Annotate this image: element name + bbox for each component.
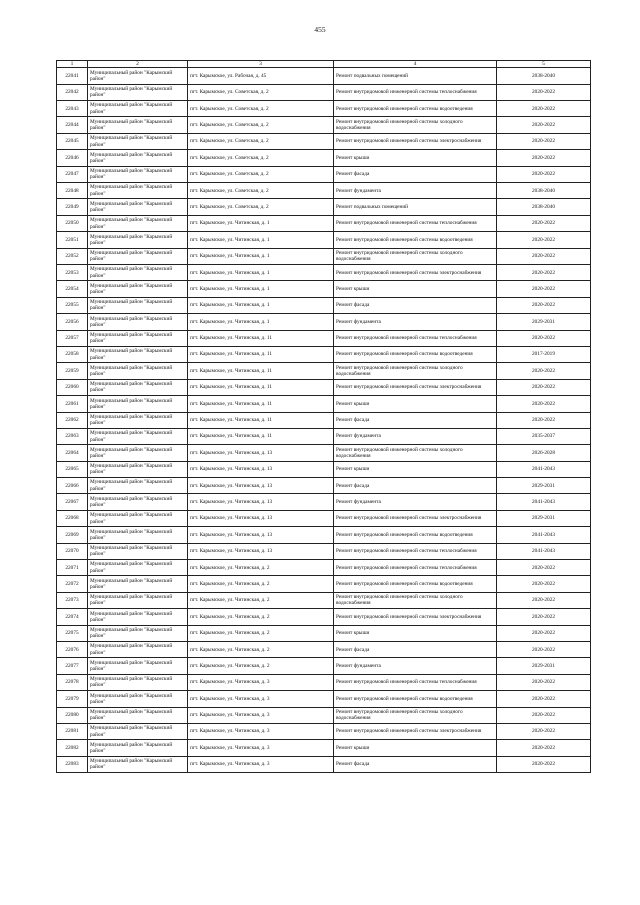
municipality-cell: Муниципальный район "Карымский район"	[88, 133, 188, 149]
address-cell: пгт. Карымское, ул. Читинская, д. 1	[188, 297, 334, 313]
period-cell: 2041-2043	[497, 461, 591, 477]
table-row	[57, 691, 591, 707]
period-cell: 2020-2022	[497, 232, 591, 248]
table-row	[57, 707, 591, 723]
municipality-cell: Муниципальный район "Карымский район"	[88, 527, 188, 543]
table-row	[57, 428, 591, 444]
period-cell: 2020-2022	[497, 756, 591, 772]
municipality-cell: Муниципальный район "Карымский район"	[88, 691, 188, 707]
period-cell: 2020-2022	[497, 133, 591, 149]
period-cell: 2020-2022	[497, 576, 591, 592]
table-row	[57, 445, 591, 461]
row-number-cell: 22067	[57, 494, 88, 510]
municipality-cell: Муниципальный район "Карымский район"	[88, 428, 188, 444]
row-number-cell: 22045	[57, 133, 88, 149]
table-row	[57, 363, 591, 379]
row-number-cell: 22051	[57, 232, 88, 248]
municipality-cell: Муниципальный район "Карымский район"	[88, 560, 188, 576]
period-cell: 2029-2031	[497, 658, 591, 674]
work-type-cell: Ремонт фундамента	[334, 658, 497, 674]
period-cell: 2020-2022	[497, 117, 591, 133]
column-header: 1	[57, 61, 88, 68]
row-number-cell: 22046	[57, 150, 88, 166]
work-type-cell: Ремонт внутридомовой инженерной системы электроснабжения	[334, 510, 497, 526]
column-header: 3	[188, 61, 334, 68]
municipality-cell: Муниципальный район "Карымский район"	[88, 592, 188, 608]
table-row	[57, 68, 591, 84]
municipality-cell: Муниципальный район "Карымский район"	[88, 756, 188, 772]
table-row	[57, 560, 591, 576]
municipality-cell: Муниципальный район "Карымский район"	[88, 232, 188, 248]
municipality-cell: Муниципальный район "Карымский район"	[88, 625, 188, 641]
work-type-cell: Ремонт крыши	[334, 396, 497, 412]
row-number-cell: 22053	[57, 264, 88, 280]
row-number-cell: 22052	[57, 248, 88, 264]
table-row	[57, 264, 591, 280]
work-type-cell: Ремонт крыши	[334, 281, 497, 297]
municipality-cell: Муниципальный район "Карымский район"	[88, 740, 188, 756]
municipality-cell: Муниципальный район "Карымский район"	[88, 150, 188, 166]
table-row	[57, 117, 591, 133]
address-cell: пгт. Карымское, ул. Читинская, д. 11	[188, 346, 334, 362]
period-cell: 2038-2040	[497, 68, 591, 84]
row-number-cell: 22074	[57, 609, 88, 625]
table-row	[57, 248, 591, 264]
address-cell: пгт. Карымское, ул. Читинская, д. 2	[188, 560, 334, 576]
table-row	[57, 379, 591, 395]
work-type-cell: Ремонт подвальных помещений	[334, 199, 497, 215]
row-number-cell: 22078	[57, 674, 88, 690]
period-cell: 2020-2022	[497, 412, 591, 428]
row-number-cell: 22073	[57, 592, 88, 608]
row-number-cell: 22058	[57, 346, 88, 362]
municipality-cell: Муниципальный район "Карымский район"	[88, 199, 188, 215]
period-cell: 2017-2019	[497, 346, 591, 362]
row-number-cell: 22066	[57, 478, 88, 494]
work-type-cell: Ремонт внутридомовой инженерной системы водоотведения	[334, 576, 497, 592]
municipality-cell: Муниципальный район "Карымский район"	[88, 297, 188, 313]
address-cell: пгт. Карымское, ул. Читинская, д. 2	[188, 592, 334, 608]
row-number-cell: 22055	[57, 297, 88, 313]
column-header: 4	[334, 61, 497, 68]
period-cell: 2020-2022	[497, 150, 591, 166]
work-type-cell: Ремонт внутридомовой инженерной системы холодного водоснабжения	[334, 592, 497, 608]
address-cell: пгт. Карымское, ул. Читинская, д. 11	[188, 396, 334, 412]
address-cell: пгт. Карымское, ул. Читинская, д. 13	[188, 445, 334, 461]
period-cell: 2020-2022	[497, 215, 591, 231]
address-cell: пгт. Карымское, ул. Читинская, д. 11	[188, 428, 334, 444]
work-type-cell: Ремонт фундамента	[334, 314, 497, 330]
table-row	[57, 609, 591, 625]
address-cell: пгт. Карымское, ул. Советская, д. 2	[188, 133, 334, 149]
address-cell: пгт. Карымское, ул. Читинская, д. 11	[188, 363, 334, 379]
column-header: 5	[497, 61, 591, 68]
municipality-cell: Муниципальный район "Карымский район"	[88, 264, 188, 280]
address-cell: пгт. Карымское, ул. Читинская, д. 3	[188, 674, 334, 690]
municipality-cell: Муниципальный район "Карымский район"	[88, 101, 188, 117]
row-number-cell: 22057	[57, 330, 88, 346]
work-type-cell: Ремонт внутридомовой инженерной системы холодного водоснабжения	[334, 445, 497, 461]
address-cell: пгт. Карымское, ул. Читинская, д. 13	[188, 543, 334, 559]
row-number-cell: 22042	[57, 84, 88, 100]
address-cell: пгт. Карымское, ул. Читинская, д. 13	[188, 478, 334, 494]
table-row	[57, 346, 591, 362]
address-cell: пгт. Карымское, ул. Читинская, д. 11	[188, 330, 334, 346]
period-cell: 2029-2031	[497, 478, 591, 494]
municipality-cell: Муниципальный район "Карымский район"	[88, 330, 188, 346]
table-row	[57, 232, 591, 248]
period-cell: 2029-2031	[497, 510, 591, 526]
work-type-cell: Ремонт фасада	[334, 297, 497, 313]
row-number-cell: 22076	[57, 641, 88, 657]
row-number-cell: 22041	[57, 68, 88, 84]
period-cell: 2020-2022	[497, 396, 591, 412]
address-cell: пгт. Карымское, ул. Читинская, д. 2	[188, 576, 334, 592]
address-cell: пгт. Карымское, ул. Советская, д. 2	[188, 84, 334, 100]
municipality-cell: Муниципальный район "Карымский район"	[88, 281, 188, 297]
page-number: 455	[314, 25, 326, 34]
table-row	[57, 625, 591, 641]
table-body	[57, 68, 591, 773]
row-number-cell: 22075	[57, 625, 88, 641]
address-cell: пгт. Карымское, ул. Читинская, д. 11	[188, 379, 334, 395]
table-row	[57, 740, 591, 756]
address-cell: пгт. Карымское, ул. Читинская, д. 1	[188, 264, 334, 280]
table-row	[57, 461, 591, 477]
table-row	[57, 658, 591, 674]
row-number-cell: 22063	[57, 428, 88, 444]
table-row	[57, 133, 591, 149]
municipality-cell: Муниципальный район "Карымский район"	[88, 346, 188, 362]
address-cell: пгт. Карымское, ул. Читинская, д. 1	[188, 215, 334, 231]
table-row	[57, 396, 591, 412]
period-cell: 2020-2022	[497, 609, 591, 625]
work-type-cell: Ремонт внутридомовой инженерной системы электроснабжения	[334, 133, 497, 149]
table-row	[57, 215, 591, 231]
period-cell: 2020-2022	[497, 691, 591, 707]
table-row	[57, 641, 591, 657]
work-type-cell: Ремонт внутридомовой инженерной системы теплоснабжения	[334, 330, 497, 346]
table-row	[57, 478, 591, 494]
table-row	[57, 674, 591, 690]
address-cell: пгт. Карымское, ул. Советская, д. 2	[188, 166, 334, 182]
table-row	[57, 510, 591, 526]
work-type-cell: Ремонт внутридомовой инженерной системы электроснабжения	[334, 379, 497, 395]
municipality-cell: Муниципальный район "Карымский район"	[88, 445, 188, 461]
period-cell: 2041-2043	[497, 494, 591, 510]
table-header-row	[57, 61, 591, 68]
row-number-cell: 22072	[57, 576, 88, 592]
address-cell: пгт. Карымское, ул. Читинская, д. 1	[188, 281, 334, 297]
address-cell: пгт. Карымское, ул. Читинская, д. 13	[188, 510, 334, 526]
address-cell: пгт. Карымское, ул. Читинская, д. 13	[188, 494, 334, 510]
table-row	[57, 84, 591, 100]
row-number-cell: 22056	[57, 314, 88, 330]
work-type-cell: Ремонт фундамента	[334, 183, 497, 199]
work-type-cell: Ремонт крыши	[334, 625, 497, 641]
row-number-cell: 22079	[57, 691, 88, 707]
table-row	[57, 101, 591, 117]
work-type-cell: Ремонт внутридомовой инженерной системы холодного водоснабжения	[334, 363, 497, 379]
period-cell: 2041-2043	[497, 543, 591, 559]
municipality-cell: Муниципальный район "Карымский район"	[88, 363, 188, 379]
address-cell: пгт. Карымское, ул. Читинская, д. 3	[188, 756, 334, 772]
work-type-cell: Ремонт внутридомовой инженерной системы водоотведения	[334, 527, 497, 543]
row-number-cell: 22060	[57, 379, 88, 395]
period-cell: 2038-2040	[497, 199, 591, 215]
table-row	[57, 166, 591, 182]
row-number-cell: 22050	[57, 215, 88, 231]
address-cell: пгт. Карымское, ул. Читинская, д. 2	[188, 641, 334, 657]
work-type-cell: Ремонт фундамента	[334, 428, 497, 444]
row-number-cell: 22049	[57, 199, 88, 215]
row-number-cell: 22044	[57, 117, 88, 133]
table-row	[57, 723, 591, 739]
address-cell: пгт. Карымское, ул. Читинская, д. 13	[188, 461, 334, 477]
work-type-cell: Ремонт внутридомовой инженерной системы холодного водоснабжения	[334, 117, 497, 133]
work-type-cell: Ремонт внутридомовой инженерной системы теплоснабжения	[334, 84, 497, 100]
period-cell: 2038-2040	[497, 183, 591, 199]
municipality-cell: Муниципальный район "Карымский район"	[88, 674, 188, 690]
address-cell: пгт. Карымское, ул. Читинская, д. 2	[188, 609, 334, 625]
municipality-cell: Муниципальный район "Карымский район"	[88, 379, 188, 395]
row-number-cell: 22047	[57, 166, 88, 182]
work-type-cell: Ремонт внутридомовой инженерной системы холодного водоснабжения	[334, 707, 497, 723]
address-cell: пгт. Карымское, ул. Рабочая, д. 45	[188, 68, 334, 84]
work-type-cell: Ремонт крыши	[334, 150, 497, 166]
period-cell: 2020-2022	[497, 707, 591, 723]
address-cell: пгт. Карымское, ул. Читинская, д. 3	[188, 723, 334, 739]
period-cell: 2020-2022	[497, 281, 591, 297]
municipality-cell: Муниципальный район "Карымский район"	[88, 314, 188, 330]
table-row	[57, 592, 591, 608]
row-number-cell: 22077	[57, 658, 88, 674]
period-cell: 2020-2022	[497, 740, 591, 756]
row-number-cell: 22061	[57, 396, 88, 412]
municipality-cell: Муниципальный район "Карымский район"	[88, 248, 188, 264]
address-cell: пгт. Карымское, ул. Советская, д. 2	[188, 150, 334, 166]
address-cell: пгт. Карымское, ул. Читинская, д. 1	[188, 314, 334, 330]
period-cell: 2020-2022	[497, 363, 591, 379]
row-number-cell: 22065	[57, 461, 88, 477]
table-row	[57, 150, 591, 166]
municipality-cell: Муниципальный район "Карымский район"	[88, 707, 188, 723]
table-row	[57, 183, 591, 199]
table-row	[57, 281, 591, 297]
address-cell: пгт. Карымское, ул. Советская, д. 2	[188, 117, 334, 133]
municipality-cell: Муниципальный район "Карымский район"	[88, 510, 188, 526]
address-cell: пгт. Карымское, ул. Советская, д. 2	[188, 199, 334, 215]
address-cell: пгт. Карымское, ул. Читинская, д. 1	[188, 232, 334, 248]
period-cell: 2020-2022	[497, 84, 591, 100]
period-cell: 2020-2022	[497, 297, 591, 313]
row-number-cell: 22043	[57, 101, 88, 117]
table-row	[57, 756, 591, 772]
table-row	[57, 576, 591, 592]
address-cell: пгт. Карымское, ул. Читинская, д. 2	[188, 625, 334, 641]
row-number-cell: 22070	[57, 543, 88, 559]
municipality-cell: Муниципальный район "Карымский район"	[88, 543, 188, 559]
table-row	[57, 314, 591, 330]
table-row	[57, 199, 591, 215]
work-type-cell: Ремонт фасада	[334, 166, 497, 182]
work-type-cell: Ремонт внутридомовой инженерной системы теплоснабжения	[334, 560, 497, 576]
period-cell: 2020-2022	[497, 264, 591, 280]
work-type-cell: Ремонт внутридомовой инженерной системы теплоснабжения	[334, 215, 497, 231]
period-cell: 2026-2028	[497, 445, 591, 461]
address-cell: пгт. Карымское, ул. Советская, д. 2	[188, 101, 334, 117]
row-number-cell: 22082	[57, 740, 88, 756]
table-row	[57, 494, 591, 510]
row-number-cell: 22054	[57, 281, 88, 297]
municipality-cell: Муниципальный район "Карымский район"	[88, 658, 188, 674]
municipality-cell: Муниципальный район "Карымский район"	[88, 396, 188, 412]
period-cell: 2041-2043	[497, 527, 591, 543]
municipality-cell: Муниципальный район "Карымский район"	[88, 68, 188, 84]
work-type-cell: Ремонт внутридомовой инженерной системы электроснабжения	[334, 609, 497, 625]
work-type-cell: Ремонт фундамента	[334, 494, 497, 510]
work-type-cell: Ремонт внутридомовой инженерной системы холодного водоснабжения	[334, 248, 497, 264]
work-type-cell: Ремонт подвальных помещений	[334, 68, 497, 84]
address-cell: пгт. Карымское, ул. Читинская, д. 1	[188, 248, 334, 264]
period-cell: 2020-2022	[497, 379, 591, 395]
address-cell: пгт. Карымское, ул. Читинская, д. 3	[188, 707, 334, 723]
address-cell: пгт. Карымское, ул. Читинская, д. 3	[188, 691, 334, 707]
period-cell: 2035-2037	[497, 428, 591, 444]
municipality-cell: Муниципальный район "Карымский район"	[88, 215, 188, 231]
municipality-cell: Муниципальный район "Карымский район"	[88, 641, 188, 657]
work-type-cell: Ремонт крыши	[334, 740, 497, 756]
work-type-cell: Ремонт фасада	[334, 412, 497, 428]
municipality-cell: Муниципальный район "Карымский район"	[88, 494, 188, 510]
municipality-cell: Муниципальный район "Карымский район"	[88, 723, 188, 739]
work-type-cell: Ремонт фасада	[334, 756, 497, 772]
work-type-cell: Ремонт фасада	[334, 641, 497, 657]
period-cell: 2020-2022	[497, 592, 591, 608]
address-cell: пгт. Карымское, ул. Советская, д. 2	[188, 183, 334, 199]
period-cell: 2020-2022	[497, 248, 591, 264]
work-type-cell: Ремонт крыши	[334, 461, 497, 477]
row-number-cell: 22059	[57, 363, 88, 379]
municipality-cell: Муниципальный район "Карымский район"	[88, 84, 188, 100]
address-cell: пгт. Карымское, ул. Читинская, д. 11	[188, 412, 334, 428]
period-cell: 2020-2022	[497, 330, 591, 346]
capital-repair-table	[56, 60, 591, 773]
row-number-cell: 22081	[57, 723, 88, 739]
table-row	[57, 543, 591, 559]
work-type-cell: Ремонт внутридомовой инженерной системы водоотведения	[334, 232, 497, 248]
work-type-cell: Ремонт внутридомовой инженерной системы электроснабжения	[334, 264, 497, 280]
work-type-cell: Ремонт внутридомовой инженерной системы водоотведения	[334, 346, 497, 362]
row-number-cell: 22048	[57, 183, 88, 199]
row-number-cell: 22069	[57, 527, 88, 543]
period-cell: 2020-2022	[497, 641, 591, 657]
row-number-cell: 22068	[57, 510, 88, 526]
row-number-cell: 22083	[57, 756, 88, 772]
work-type-cell: Ремонт внутридомовой инженерной системы водоотведения	[334, 101, 497, 117]
row-number-cell: 22080	[57, 707, 88, 723]
work-type-cell: Ремонт внутридомовой инженерной системы теплоснабжения	[334, 543, 497, 559]
municipality-cell: Муниципальный район "Карымский район"	[88, 412, 188, 428]
municipality-cell: Муниципальный район "Карымский район"	[88, 478, 188, 494]
address-cell: пгт. Карымское, ул. Читинская, д. 3	[188, 740, 334, 756]
address-cell: пгт. Карымское, ул. Читинская, д. 13	[188, 527, 334, 543]
municipality-cell: Муниципальный район "Карымский район"	[88, 461, 188, 477]
column-header: 2	[88, 61, 188, 68]
work-type-cell: Ремонт внутридомовой инженерной системы водоотведения	[334, 691, 497, 707]
municipality-cell: Муниципальный район "Карымский район"	[88, 166, 188, 182]
address-cell: пгт. Карымское, ул. Читинская, д. 2	[188, 658, 334, 674]
period-cell: 2020-2022	[497, 166, 591, 182]
municipality-cell: Муниципальный район "Карымский район"	[88, 609, 188, 625]
period-cell: 2020-2022	[497, 625, 591, 641]
municipality-cell: Муниципальный район "Карымский район"	[88, 183, 188, 199]
period-cell: 2020-2022	[497, 674, 591, 690]
row-number-cell: 22064	[57, 445, 88, 461]
municipality-cell: Муниципальный район "Карымский район"	[88, 117, 188, 133]
period-cell: 2020-2022	[497, 723, 591, 739]
work-type-cell: Ремонт фасада	[334, 478, 497, 494]
work-type-cell: Ремонт внутридомовой инженерной системы электроснабжения	[334, 723, 497, 739]
period-cell: 2020-2022	[497, 560, 591, 576]
period-cell: 2020-2022	[497, 101, 591, 117]
table-row	[57, 297, 591, 313]
municipality-cell: Муниципальный район "Карымский район"	[88, 576, 188, 592]
table-row	[57, 412, 591, 428]
row-number-cell: 22071	[57, 560, 88, 576]
row-number-cell: 22062	[57, 412, 88, 428]
work-type-cell: Ремонт внутридомовой инженерной системы теплоснабжения	[334, 674, 497, 690]
table-row	[57, 330, 591, 346]
table-row	[57, 527, 591, 543]
period-cell: 2029-2031	[497, 314, 591, 330]
